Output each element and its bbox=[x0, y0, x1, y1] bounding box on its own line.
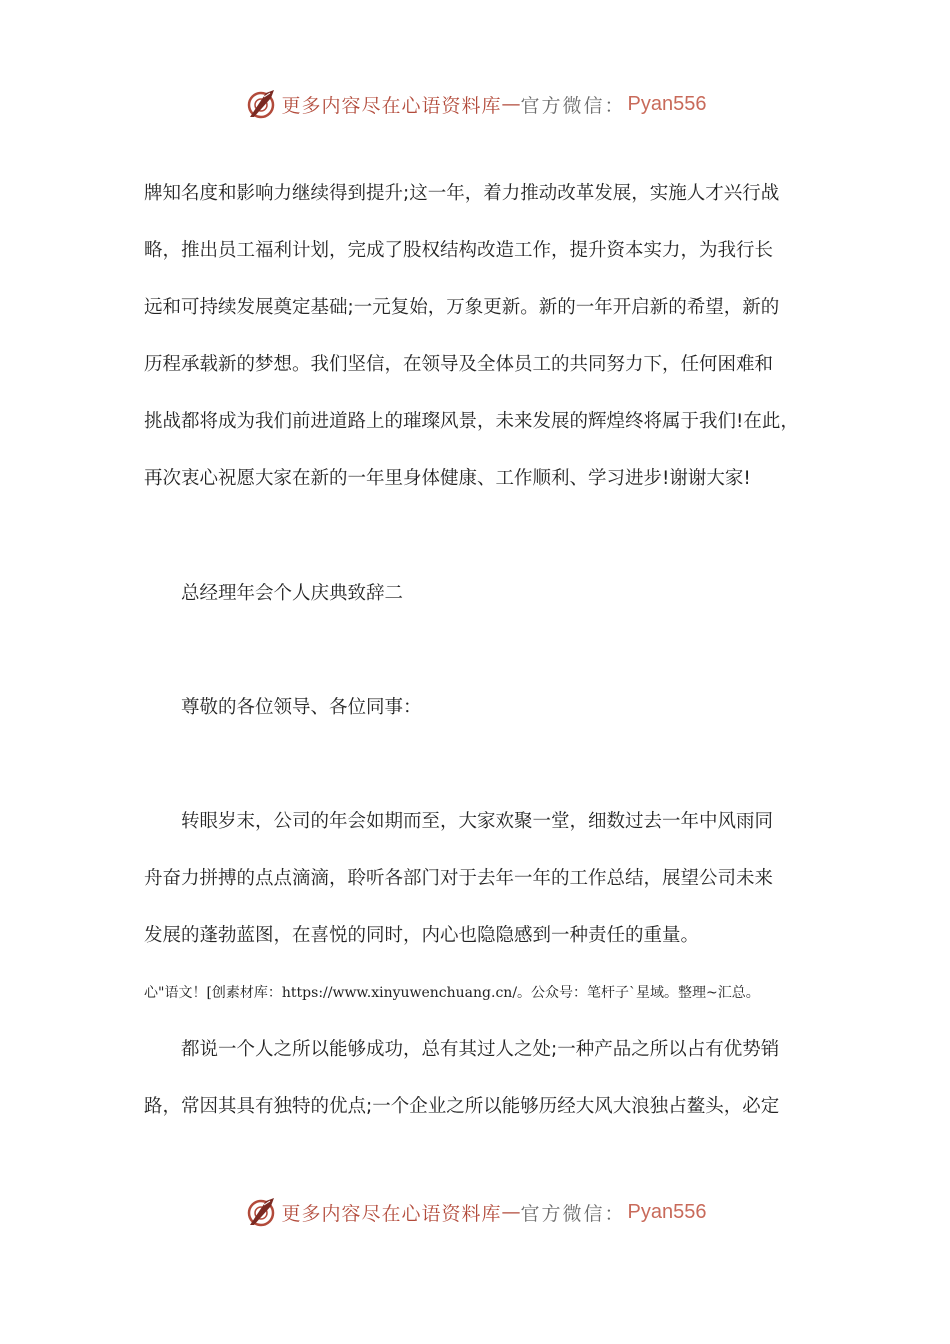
salutation: 尊敬的各位领导、各位同事： bbox=[181, 697, 422, 718]
text-line: 舟奋力拼搏的点点滴滴，聆听各部门对于去年一年的工作总结，展望公司未来 bbox=[144, 868, 774, 889]
banner-wechat-id: Pyan556 bbox=[627, 1200, 707, 1223]
banner-site-text: 更多内容尽在心语资料库 bbox=[281, 1202, 502, 1225]
source-note: 心"语文！[创素材库：https://www.xinyuwenchuang.cn/。公众号：笔杆子`星域。整理~汇总。 bbox=[144, 985, 760, 1001]
text-line: 远和可持续发展奠定基础;一元复始，万象更新。新的一年开启新的希望，新的 bbox=[144, 297, 780, 318]
banner-dash: — bbox=[501, 1201, 521, 1223]
text-line: 发展的蓬勃蓝图，在喜悦的同时，内心也隐隐感到一种责任的重量。 bbox=[144, 925, 700, 946]
text-line: 再次衷心祝愿大家在新的一年里身体健康、工作顺利、学习进步!谢谢大家! bbox=[144, 468, 751, 489]
banner-wechat-label: 官方微信： bbox=[520, 1202, 626, 1225]
text-line: 都说一个人之所以能够成功，总有其过人之处;一种产品之所以占有优势销 bbox=[181, 1039, 780, 1060]
text-line: 转眼岁末，公司的年会如期而至，大家欢聚一堂，细数过去一年中风雨同 bbox=[181, 811, 774, 832]
text-line: 挑战都将成为我们前进道路上的璀璨风景，未来发展的辉煌终将属于我们!在此， bbox=[144, 411, 799, 432]
section-title: 总经理年会个人庆典致辞二 bbox=[181, 583, 404, 604]
quill-pen-logo-icon bbox=[244, 1195, 278, 1229]
text-line: 路，常因其具有独特的优点;一个企业之所以能够历经大风大浪独占鳌头，必定 bbox=[144, 1096, 780, 1117]
banner-wechat-label: 官方微信： bbox=[520, 94, 626, 117]
banner-wechat-id: Pyan556 bbox=[627, 92, 707, 115]
text-line: 历程承载新的梦想。我们坚信，在领导及全体员工的共同努力下，任何困难和 bbox=[144, 354, 774, 375]
banner-site-text: 更多内容尽在心语资料库 bbox=[281, 94, 502, 117]
text-line: 略，推出员工福利计划，完成了股权结构改造工作，提升资本实力，为我行长 bbox=[144, 240, 774, 261]
banner-dash: — bbox=[501, 93, 521, 115]
text-line: 牌知名度和影响力继续得到提升;这一年，着力推动改革发展，实施人才兴行战 bbox=[144, 183, 780, 204]
header-banner bbox=[0, 84, 950, 124]
footer-banner bbox=[0, 1192, 950, 1232]
quill-pen-logo-icon bbox=[244, 87, 278, 121]
